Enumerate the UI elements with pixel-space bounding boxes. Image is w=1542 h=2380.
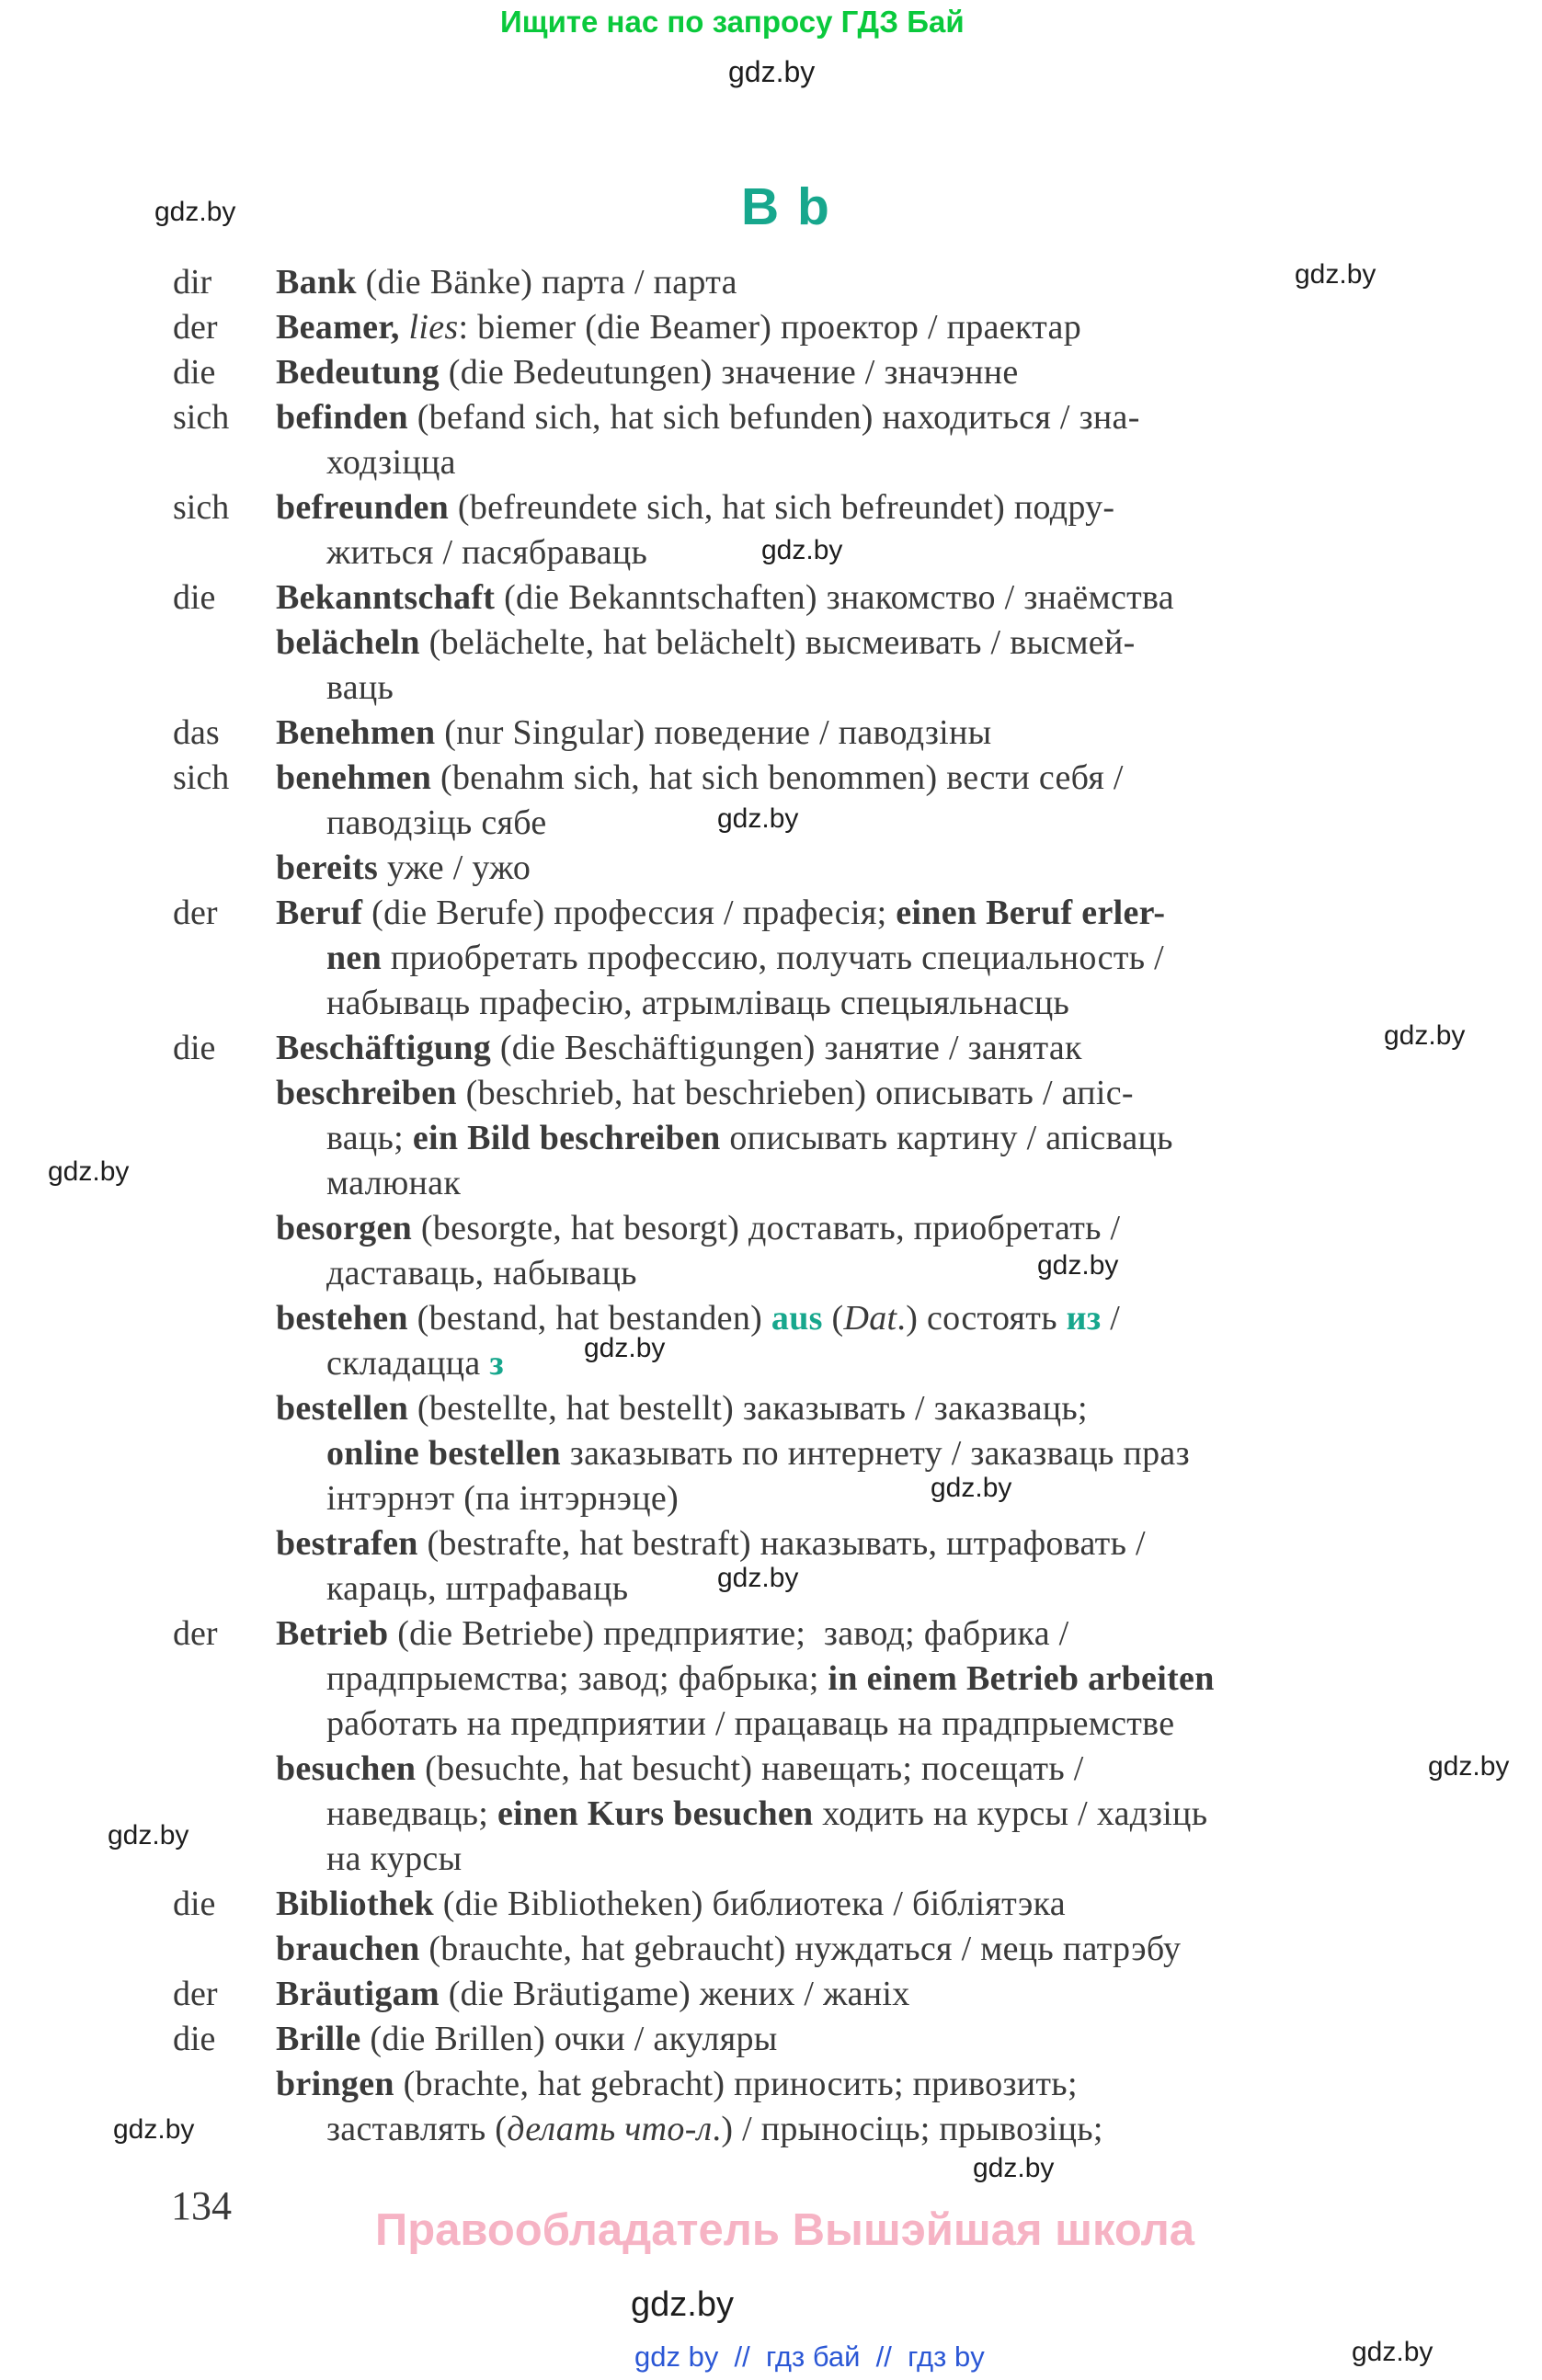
entry-article: sich — [173, 488, 230, 527]
entry-text-segment: даставаць, набываць — [326, 1254, 637, 1292]
entry-first-line — [0, 1296, 1542, 1341]
gdz-watermark: gdz.by — [1352, 2337, 1433, 2367]
entry-text-segment: житься / пасябраваць — [326, 533, 648, 572]
entry-continuation-line — [0, 1341, 1542, 1386]
entry-text-segment: : biemer (die Beamer) проектор / праектар — [458, 308, 1082, 347]
gdz-watermark: gdz.by — [931, 1473, 1012, 1503]
dictionary-entry — [0, 2017, 1542, 2062]
entry-text-segment: lies — [408, 308, 459, 347]
entry-text-segment: einen Kurs besuchen — [497, 1794, 814, 1833]
entry-first-line — [0, 891, 1542, 936]
dictionary-entry — [0, 305, 1542, 350]
gdz-watermark: gdz.by — [48, 1156, 130, 1187]
gdz-watermark: gdz.by — [1428, 1751, 1510, 1782]
dictionary-entry — [0, 1206, 1542, 1296]
gdz-watermark: gdz.by — [761, 535, 843, 565]
entry-text-segment: (brachte, hat gebracht) приносить; привозить; — [394, 2065, 1078, 2103]
entry-text-segment: (belächelte, hat belächelt) высмеивать / высмей- — [419, 623, 1136, 662]
entry-text-segment: ( — [822, 1299, 844, 1338]
gdz-watermark: gdz.by — [728, 55, 816, 88]
entry-text-segment: ходзіцца — [326, 443, 456, 482]
entry-article: die — [173, 2020, 216, 2058]
gdz-watermark: gdz.by — [717, 803, 799, 834]
entry-text-segment: Beamer, — [276, 308, 409, 347]
gdz-watermark: gdz.by — [113, 2114, 195, 2145]
entry-article: die — [173, 578, 216, 617]
footer-links[interactable]: gdz by // гдз бай // гдз by — [634, 2340, 985, 2373]
entry-text-segment: приобретать профессию, получать специальность / — [382, 939, 1165, 977]
promo-search-line: Ищите нас по запросу ГДЗ Бай — [500, 5, 965, 39]
entry-article: dir — [173, 263, 212, 302]
dictionary-entry — [0, 260, 1542, 305]
entry-text-segment: aus — [771, 1299, 823, 1338]
entry-text-segment: in einem Betrieb arbeiten — [828, 1659, 1215, 1698]
entry-text-segment: на курсы — [326, 1839, 463, 1878]
entry-article: der — [173, 308, 218, 347]
entry-text-segment: заставлять ( — [326, 2110, 508, 2148]
entry-article: der — [173, 1614, 218, 1653]
entry-text-segment: bestrafen — [276, 1524, 418, 1563]
dictionary-entry — [0, 846, 1542, 891]
entry-first-line — [0, 575, 1542, 621]
entry-text-segment: з — [489, 1344, 504, 1383]
entry-text-segment: ваць; — [326, 1119, 413, 1157]
entry-text-segment: befreunden — [276, 488, 450, 527]
entry-text-segment: Beschäftigung — [276, 1029, 492, 1067]
entry-continuation-line — [0, 1431, 1542, 1476]
entry-first-line — [0, 846, 1542, 891]
entry-text-segment: besuchen — [276, 1749, 417, 1788]
dictionary-entry — [0, 1972, 1542, 2017]
gdz-watermark: gdz.by — [1037, 1250, 1119, 1281]
entry-text-segment: из — [1066, 1299, 1102, 1338]
entry-text-segment: Dat — [843, 1299, 897, 1338]
section-letter-heading: B b — [741, 177, 831, 236]
entry-first-line — [0, 485, 1542, 530]
entry-text-segment: (nur Singular) поведение / паводзіны — [435, 713, 992, 752]
entry-text-segment: Betrieb — [276, 1614, 389, 1653]
entry-text-segment: .) / прыносіць; прывозіць; — [712, 2110, 1103, 2148]
entry-text-segment: (bestand, hat bestanden) — [407, 1299, 771, 1338]
entry-text-segment: наведваць; — [326, 1794, 497, 1833]
page-number: 134 — [171, 2183, 232, 2228]
entry-first-line — [0, 711, 1542, 756]
entry-first-line — [0, 2062, 1542, 2107]
site-watermark-large: gdz.by — [631, 2285, 734, 2324]
entry-continuation-line — [0, 936, 1542, 981]
entry-article: das — [173, 713, 220, 752]
entry-continuation-line — [0, 2107, 1542, 2152]
entry-first-line — [0, 350, 1542, 395]
gdz-watermark: gdz.by — [1384, 1020, 1466, 1051]
entry-first-line — [0, 1521, 1542, 1566]
gdz-watermark: gdz.by — [154, 197, 236, 227]
dictionary-entry — [0, 1882, 1542, 1927]
entry-text-segment: (die Bibliotheken) библиотека / бібліятэка — [433, 1885, 1066, 1923]
entry-continuation-line — [0, 1251, 1542, 1296]
entry-continuation-line — [0, 1476, 1542, 1521]
dictionary-list — [0, 260, 1542, 2152]
entry-text-segment: інтэрнэт (па інтэрнэце) — [326, 1479, 680, 1518]
entry-text-segment: ваць — [326, 668, 394, 707]
entry-text-segment: (die Brillen) очки / акуляры — [360, 2020, 778, 2058]
entry-text-segment: заказывать по интернету / заказваць праз — [560, 1434, 1190, 1473]
entry-article: sich — [173, 758, 230, 797]
gdz-watermark: gdz.by — [1295, 259, 1376, 290]
entry-text-segment: (benahm sich, hat sich benommen) вести себя / — [431, 758, 1124, 797]
dictionary-entry — [0, 1386, 1542, 1521]
entry-text-segment: einen Beruf erler- — [896, 894, 1166, 932]
entry-text-segment: nen — [326, 939, 383, 977]
entry-text-segment: (befreundete sich, hat sich befreundet) подру- — [449, 488, 1115, 527]
entry-text-segment: Brille — [276, 2020, 361, 2058]
entry-text-segment: beschreiben — [276, 1074, 457, 1112]
entry-first-line — [0, 1927, 1542, 1972]
entry-text-segment: (die Bekanntschaften) знакомство / знаёмства — [495, 578, 1174, 617]
entry-first-line — [0, 1972, 1542, 2017]
entry-continuation-line — [0, 666, 1542, 711]
entry-article: die — [173, 1029, 216, 1067]
entry-text-segment: (befand sich, hat sich befunden) находиться / зна- — [407, 398, 1140, 437]
copyright-line: Правообладатель Вышэйшая школа — [375, 2205, 1194, 2255]
entry-text-segment: Bibliothek — [276, 1885, 434, 1923]
entry-text-segment: (die Bräutigame) жених / жаніх — [439, 1975, 910, 2013]
entry-text-segment: паводзіць сябе — [326, 803, 547, 842]
dictionary-entry — [0, 1026, 1542, 1071]
entry-text-segment: (die Berufe) профессия / прафесія; — [362, 894, 897, 932]
entry-text-segment: Bräutigam — [276, 1975, 440, 2013]
gdz-watermark: gdz.by — [973, 2153, 1055, 2183]
entry-text-segment: набываць прафесію, атрымліваць спецыяльнасць — [326, 984, 1070, 1022]
entry-text-segment: делать что-л — [507, 2110, 713, 2148]
entry-text-segment: караць, штрафаваць — [326, 1569, 629, 1608]
entry-text-segment: уже / ужо — [378, 848, 531, 887]
entry-first-line — [0, 305, 1542, 350]
entry-continuation-line — [0, 1657, 1542, 1702]
entry-text-segment: работать на предприятии / працаваць на прадпрыемстве — [326, 1704, 1175, 1743]
entry-first-line — [0, 1747, 1542, 1792]
gdz-watermark: gdz.by — [108, 1820, 189, 1850]
dictionary-entry — [0, 1071, 1542, 1206]
entry-continuation-line — [0, 1837, 1542, 1882]
dictionary-entry — [0, 621, 1542, 711]
entry-text-segment: befinden — [276, 398, 408, 437]
entry-text-segment: прадпрыемства; завод; фабрыка; — [326, 1659, 828, 1698]
entry-continuation-line — [0, 440, 1542, 485]
entry-continuation-line — [0, 981, 1542, 1026]
entry-continuation-line — [0, 1792, 1542, 1837]
entry-first-line — [0, 1206, 1542, 1251]
dictionary-entry — [0, 350, 1542, 395]
entry-text-segment: Benehmen — [276, 713, 436, 752]
dictionary-entry — [0, 2062, 1542, 2152]
entry-text-segment: (besuchte, hat besucht) навещать; посещать / — [416, 1749, 1084, 1788]
dictionary-entry — [0, 1611, 1542, 1747]
entry-first-line — [0, 1386, 1542, 1431]
entry-text-segment: Bedeutung — [276, 353, 440, 392]
entry-text-segment: bestellen — [276, 1389, 409, 1428]
dictionary-entry — [0, 1747, 1542, 1882]
entry-article: der — [173, 894, 218, 932]
entry-text-segment: / — [1101, 1299, 1121, 1338]
entry-text-segment: (bestrafte, hat bestraft) наказывать, штрафовать / — [417, 1524, 1146, 1563]
entry-text-segment: belächeln — [276, 623, 420, 662]
entry-text-segment: bestehen — [276, 1299, 408, 1338]
entry-text-segment: (beschrieb, hat beschrieben) описывать / апіс- — [456, 1074, 1134, 1112]
entry-text-segment: ходить на курсы / хадзіць — [813, 1794, 1208, 1833]
dictionary-entry — [0, 1927, 1542, 1972]
entry-article: die — [173, 1885, 216, 1923]
entry-text-segment: besorgen — [276, 1209, 413, 1247]
entry-continuation-line — [0, 801, 1542, 846]
entry-text-segment: ein Bild beschreiben — [412, 1119, 721, 1157]
entry-first-line — [0, 1611, 1542, 1657]
entry-text-segment: (brauchte, hat gebraucht) нуждаться / мець патрэбу — [419, 1930, 1182, 1968]
entry-text-segment: online bestellen — [326, 1434, 561, 1473]
entry-text-segment: описывать картину / апісваць — [720, 1119, 1173, 1157]
dictionary-entry — [0, 756, 1542, 846]
gdz-watermark: gdz.by — [717, 1563, 799, 1593]
entry-text-segment: bereits — [276, 848, 379, 887]
entry-article: sich — [173, 398, 230, 437]
entry-text-segment: Bank — [276, 263, 357, 302]
entry-text-segment: Beruf — [276, 894, 363, 932]
entry-continuation-line — [0, 530, 1542, 575]
entry-article: der — [173, 1975, 218, 2013]
entry-first-line — [0, 2017, 1542, 2062]
entry-text-segment: (bestellte, hat bestellt) заказывать / заказваць; — [408, 1389, 1088, 1428]
dictionary-entry — [0, 395, 1542, 485]
entry-text-segment: (die Betriebe) предприятие; завод; фабрика / — [388, 1614, 1069, 1653]
dictionary-entry — [0, 891, 1542, 1026]
entry-first-line — [0, 1026, 1542, 1071]
entry-text-segment: .) состоять — [897, 1299, 1067, 1338]
dictionary-entry — [0, 575, 1542, 621]
entry-article: die — [173, 353, 216, 392]
entry-first-line — [0, 395, 1542, 440]
dictionary-entry — [0, 1296, 1542, 1386]
entry-text-segment: складацца — [326, 1344, 490, 1383]
entry-first-line — [0, 756, 1542, 801]
entry-text-segment: benehmen — [276, 758, 432, 797]
dictionary-entry — [0, 1521, 1542, 1611]
entry-first-line — [0, 621, 1542, 666]
entry-text-segment: (die Bedeutungen) значение / значэнне — [439, 353, 1019, 392]
entry-text-segment: brauchen — [276, 1930, 420, 1968]
entry-first-line — [0, 1071, 1542, 1116]
dictionary-entry — [0, 711, 1542, 756]
entry-continuation-line — [0, 1161, 1542, 1206]
entry-continuation-line — [0, 1566, 1542, 1611]
entry-text-segment: малюнак — [326, 1164, 462, 1202]
entry-text-segment: (die Bänke) парта / парта — [356, 263, 737, 302]
entry-text-segment: (die Beschäftigungen) занятие / занятак — [491, 1029, 1082, 1067]
entry-continuation-line — [0, 1702, 1542, 1747]
entry-text-segment: bringen — [276, 2065, 394, 2103]
entry-first-line — [0, 260, 1542, 305]
dictionary-entry — [0, 485, 1542, 575]
entry-continuation-line — [0, 1116, 1542, 1161]
gdz-watermark: gdz.by — [584, 1333, 666, 1363]
entry-text-segment: Bekanntschaft — [276, 578, 496, 617]
entry-text-segment: (besorgte, hat besorgt) доставать, приобретать / — [412, 1209, 1121, 1247]
entry-first-line — [0, 1882, 1542, 1927]
